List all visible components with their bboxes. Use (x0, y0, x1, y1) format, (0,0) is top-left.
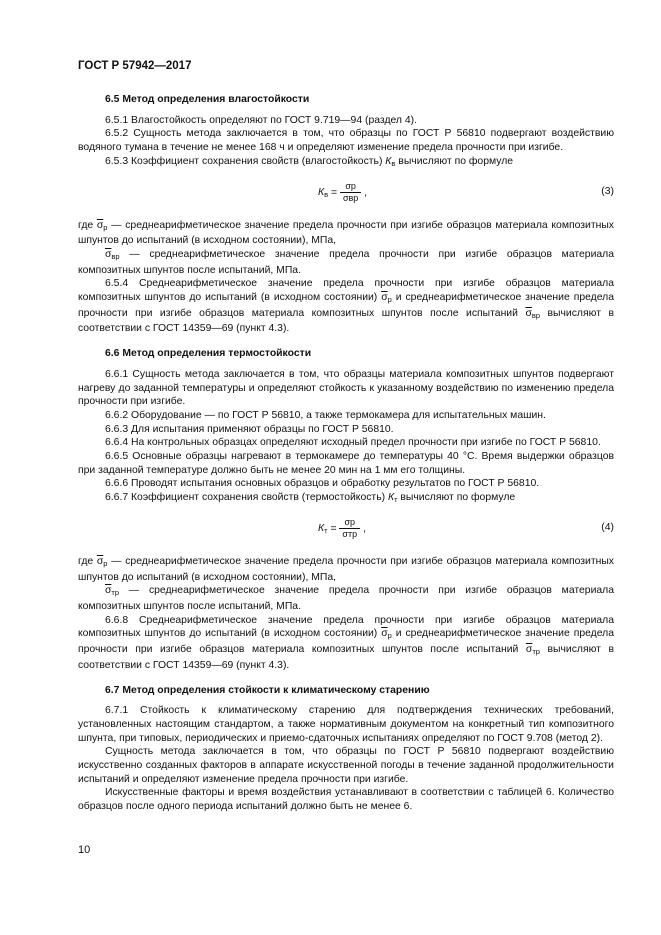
para-6-6-8: 6.6.8 Среднеарифметическое значение предела прочности при изгибе образцов материала композитных шпунтов до испытаний (в исходном состоянии) $\overline{\sigma}_р$ и среднеарифметическое значение предела прочности при изгибе образцов материала композитных шпунтов после испытаний $\overline{\sigma}_{тр}$ вычисляют в соответствии с ГОСТ 14359—69 (пункт 4.3). (78, 614, 614, 671)
para-6-6-6: 6.6.6 Проводят испытания основных образцов и обработку результатов по ГОСТ Р 56810. (105, 478, 540, 490)
formula-4: $К_т$ = $\frac{\sigma р}{\text{σтр}}$ , (4) (318, 516, 614, 539)
section-6-6-title: 6.6 Метод определения термостойкости (105, 348, 312, 360)
para-6-6-4: 6.6.4 На контрольных образцах определяют исходный предел прочности при изгибе по ГОСТ Р 56810. (105, 437, 601, 449)
document-header: ГОСТ Р 57942—2017 (78, 60, 192, 72)
page-body (78, 93, 614, 814)
para-6-7-2: Сущность метода заключается в том, что образцы по ГОСТ Р 56810 подвергают воздействию искусственно созданных факторов в аппарате искусственной погоды в течение заданной продолжительности испытаний и определяют изменение предела прочности при изгибе. (78, 746, 614, 785)
where-2: $\overline{\sigma}_{вр}$ — среднеарифметическое значение предела прочности при изгибе образцов материала композитных шпунтов после испытаний, МПа. (78, 248, 614, 276)
para-6-7-1: 6.7.1 Стойкость к климатическому старению для подтверждения технических требований, установленных настоящим стандартом, а также нормативным документом на конкретный тип композитного шпунта, при типовых, периодических и приемо-сдаточных испытаниях определяют по ГОСТ 9.708 (метод 2). (78, 705, 614, 744)
para-6-7-3: Искусственные факторы и время воздействия устанавливают в соответствии с таблицей 6. Количество образцов после одного периода испытаний должно быть не менее 6. (78, 787, 614, 813)
section-6-5-title: 6.5 Метод определения влагостойкости (105, 94, 310, 105)
section-6-7-title: 6.7 Метод определения стойкости к климатическому старению (105, 684, 430, 696)
where-2: $\overline{\sigma}_{тр}$ — среднеарифметическое значение предела прочности при изгибе образцов материала композитных шпунтов после испытаний, МПа. (78, 585, 614, 612)
formula-fraction: $\frac{\sigma р}{\text{σвр}}$ (340, 181, 361, 204)
para-6-6-7: 6.6.7 Коэффициент сохранения свойств (термостойкость) $К_т$ вычисляют по формуле (105, 492, 516, 505)
para-6-5-2: 6.5.2 Сущность метода заключается в том, что образцы по ГОСТ Р 56810 подвергают воздействию водяного тумана в течение не менее 168 ч и определяют изменение предела прочности при изгибе. (78, 128, 614, 154)
formula-lhs: $К_в$ (318, 186, 329, 199)
page-number: 10 (78, 844, 91, 856)
para-6-6-2: 6.6.2 Оборудование — по ГОСТ Р 56810, а также термокамера для испытательных машин. (105, 409, 546, 421)
formula-3: $К_в$ = $\frac{\sigma р}{\text{σвр}}$ , (3) (318, 180, 614, 203)
formula-lhs: $К_т$ (318, 523, 328, 536)
para-6-5-1: 6.5.1 Влагостойкость определяют по ГОСТ 9.719—94 (раздел 4). (105, 114, 418, 126)
para-6-6-1: 6.6.1 Сущность метода заключается в том, что образцы материала композитных шпунтов подвергают нагреву до заданной температуры и определяют стойкость к указанному воздействию по изменению предела прочности при изгибе. (78, 368, 614, 408)
formula-number: (3) (601, 185, 614, 197)
formula-fraction: $\frac{\sigma р}{\text{σтр}}$ (339, 517, 360, 540)
para-6-6-3: 6.6.3 Для испытания применяют образцы по ГОСТ Р 56810. (105, 423, 394, 435)
para-6-6-5: 6.6.5 Основные образцы нагревают в термокамере до температуры 40 °С. Время выдержки образцов при заданной температуре должно быть не менее 20 мин на 1 мм его толщины. (78, 451, 614, 476)
para-6-5-3: 6.5.3 Коэффициент сохранения свойств (влагостойкость) $К_в$ вычисляют по формуле (105, 155, 514, 168)
where-1: где $\overline{\sigma}_р$ — среднеарифметическое значение предела прочности при изгибе образцов материала композитных шпунтов до испытаний (в исходном состоянии), МПа, (78, 555, 614, 583)
coef-symbol: $К_в$ (385, 155, 396, 168)
para-6-5-4: 6.5.4 Среднеарифметическое значение предела прочности при изгибе образцов материала композитных шпунтов до испытаний (в исходном состоянии) $\overline{\sigma}_р$ и среднеарифметическое значение предела прочности при изгибе образцов материала композитных шпунтов после испытаний $\overline{\sigma}_{вр}$ вычисляют в соответствии с ГОСТ 14359—69 (пункт 4.3). (78, 278, 614, 335)
where-1: где $\overline{\sigma}_р$ — среднеарифметическое значение предела прочности при изгибе образцов материала композитных шпунтов до испытаний (в исходном состоянии), МПа, (78, 219, 614, 247)
coef-symbol: $К_т$ (387, 492, 398, 505)
formula-number: (4) (601, 521, 614, 533)
